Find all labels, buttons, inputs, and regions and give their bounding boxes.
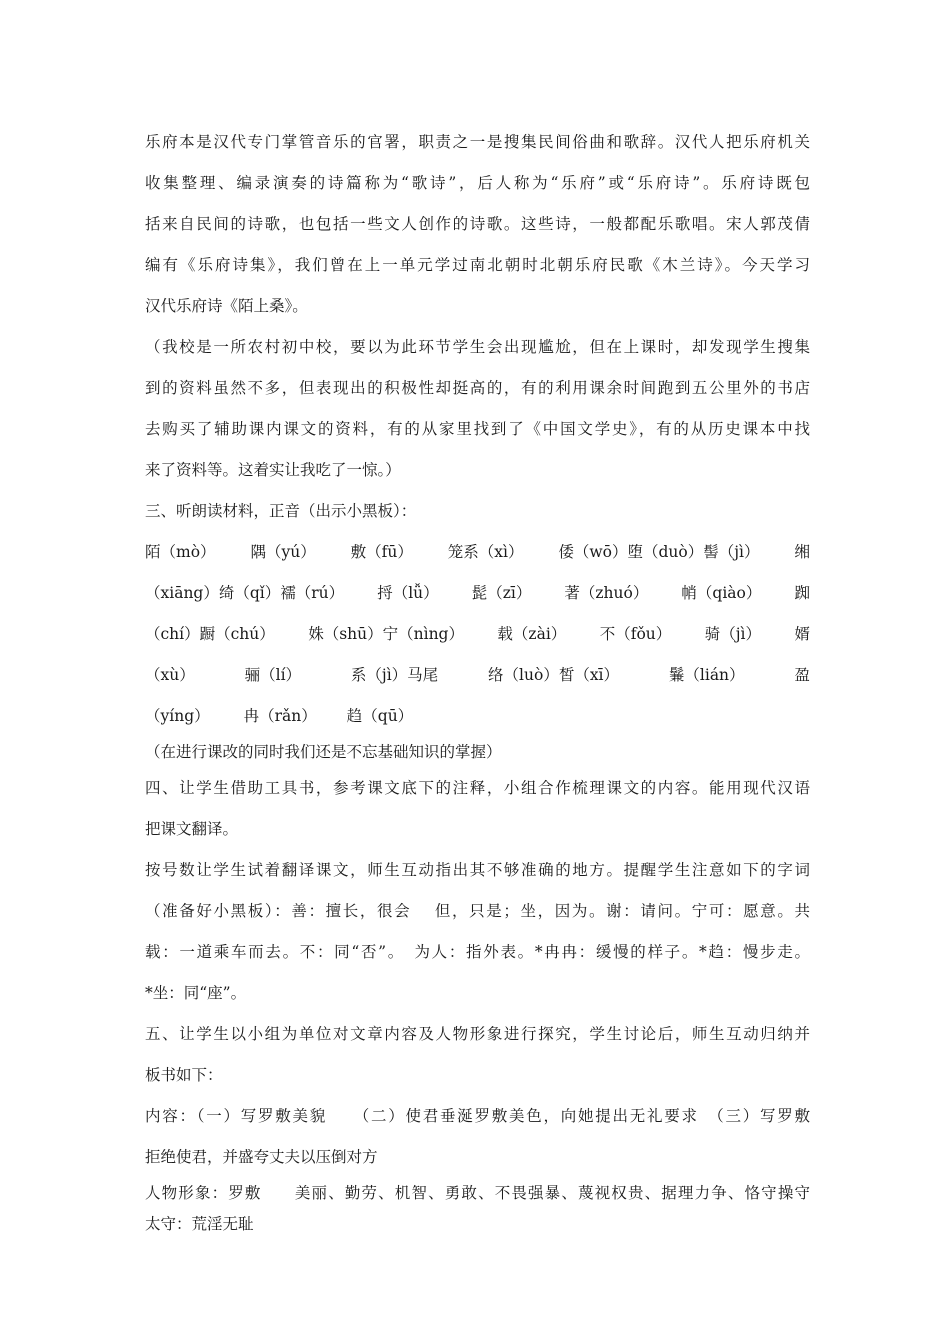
pinyin-entry: 趋（qū） bbox=[346, 707, 414, 725]
pinyin-entry: （yíng） bbox=[145, 707, 210, 725]
teacher-note-line: 去购买了辅助课内课文的资料，有的从家里找到了《中国文学史》，有的从历史课本中找 bbox=[145, 420, 810, 438]
pinyin-entry: 骊（lí） bbox=[244, 666, 302, 684]
pinyin-entry: 姝（shū）宁（nìng） bbox=[308, 625, 464, 643]
pinyin-entry: 帩（qiào） bbox=[681, 584, 762, 602]
section-5-heading: 五、让学生以小组为单位对文章内容及人物形象进行探究，学生讨论后，师生互动归纳并 bbox=[145, 1025, 810, 1043]
pinyin-entry: （chí）蹰（chú） bbox=[145, 625, 275, 643]
pinyin-row bbox=[145, 696, 810, 737]
teacher-note-line: 来了资料等。这着实让我吃了一惊。） bbox=[145, 461, 401, 479]
intro-line: 编有《乐府诗集》，我们曾在上一单元学过南北朝时北朝乐府民歌《木兰诗》。今天学习 bbox=[145, 256, 810, 274]
section-4-heading: 把课文翻译。 bbox=[145, 820, 239, 838]
intro-line: 乐府本是汉代专门掌管音乐的官署，职责之一是搜集民间俗曲和歌辞。汉代人把乐府机关 bbox=[145, 133, 810, 151]
section-3-heading: 三、听朗读材料，正音（出示小黑板）： bbox=[145, 502, 417, 520]
pinyin-entry: 捋（lǚ） bbox=[377, 584, 439, 602]
character-summary-line: 人物形象：罗敷 美丽、勤劳、机智、勇敢、不畏强暴、蔑视权贵、据理力争、恪守操守 bbox=[145, 1184, 810, 1202]
pinyin-entry: 婿 bbox=[794, 625, 810, 643]
intro-line: 括来自民间的诗歌，也包括一些文人创作的诗歌。这些诗，一般都配乐歌唱。宋人郭茂倩 bbox=[145, 215, 810, 233]
pinyin-entry: 著（zhuó） bbox=[564, 584, 649, 602]
pinyin-entry: 陌（mò） bbox=[145, 543, 216, 561]
teacher-note-line: （在进行课改的同时我们还是不忘基础知识的掌握） bbox=[145, 743, 502, 761]
section-4-detail-line: （准备好小黑板）：善：擅长，很会 但，只是；坐，因为。谢：请问。宁可：愿意。共 bbox=[145, 902, 810, 920]
section-4-detail-line: 按号数让学生试着翻译课文，师生互动指出其不够准确的地方。提醒学生注意如下的字词 bbox=[145, 861, 810, 879]
section-4-detail-line: *坐：同“座”。 bbox=[145, 984, 247, 1002]
pinyin-entry: 髭（zī） bbox=[471, 584, 532, 602]
pinyin-entry: 笼系（xì） bbox=[447, 543, 524, 561]
pinyin-entry: 鬑（lián） bbox=[668, 666, 745, 684]
pinyin-row bbox=[145, 532, 810, 573]
pinyin-entry: 倭（wō）堕（duò）髻（jì） bbox=[558, 543, 760, 561]
pinyin-entry: 盈 bbox=[794, 666, 810, 684]
pinyin-entry: （xù） bbox=[145, 666, 195, 684]
pinyin-entry: （xiāng）绮（qǐ）襦（rú） bbox=[145, 584, 345, 602]
pinyin-entry: 踟 bbox=[794, 584, 810, 602]
pinyin-row bbox=[145, 573, 810, 614]
section-4-heading: 四、让学生借助工具书，参考课文底下的注释，小组合作梳理课文的内容。能用现代汉语 bbox=[145, 779, 810, 797]
teacher-note-line: 到的资料虽然不多，但表现出的积极性却挺高的，有的利用课余时间跑到五公里外的书店 bbox=[145, 379, 810, 397]
pinyin-entry: 冉（rǎn） bbox=[243, 707, 317, 725]
intro-line: 收集整理、编录演奏的诗篇称为“歌诗”，后人称为“乐府”或“乐府诗”。乐府诗既包 bbox=[145, 174, 810, 192]
pinyin-entry: 络（luò）皙（xī） bbox=[488, 666, 620, 684]
pinyin-entry: 缃 bbox=[794, 543, 810, 561]
pinyin-entry: 载（zài） bbox=[497, 625, 567, 643]
pinyin-entry: 骑（jì） bbox=[704, 625, 761, 643]
teacher-note-line: （我校是一所农村初中校，要以为此环节学生会出现尴尬，但在上课时，却发现学生搜集 bbox=[145, 338, 810, 356]
character-summary-line: 太守：荒淫无耻 bbox=[145, 1215, 254, 1233]
pinyin-entry: 敷（fū） bbox=[350, 543, 413, 561]
content-summary-line: 内容：（一）写罗敷美貌 （二）使君垂涎罗敷美色，向她提出无礼要求 （三）写罗敷 bbox=[145, 1107, 810, 1125]
pinyin-row bbox=[145, 655, 810, 696]
pinyin-entry: 系（jì）马尾 bbox=[350, 666, 439, 684]
intro-line: 汉代乐府诗《陌上桑》。 bbox=[145, 297, 308, 315]
content-summary-line: 拒绝使君，并盛夸丈夫以压倒对方 bbox=[145, 1148, 378, 1166]
pinyin-entry: 隅（yú） bbox=[250, 543, 316, 561]
pinyin-row bbox=[145, 614, 810, 655]
section-4-detail-line: 载：一道乘车而去。不：同“否”。 为人：指外表。*冉冉：缓慢的样子。*趋：慢步走。 bbox=[145, 943, 810, 961]
document-page bbox=[145, 122, 810, 1240]
section-5-heading: 板书如下： bbox=[145, 1066, 223, 1084]
pinyin-entry: 不（fǒu） bbox=[599, 625, 672, 643]
